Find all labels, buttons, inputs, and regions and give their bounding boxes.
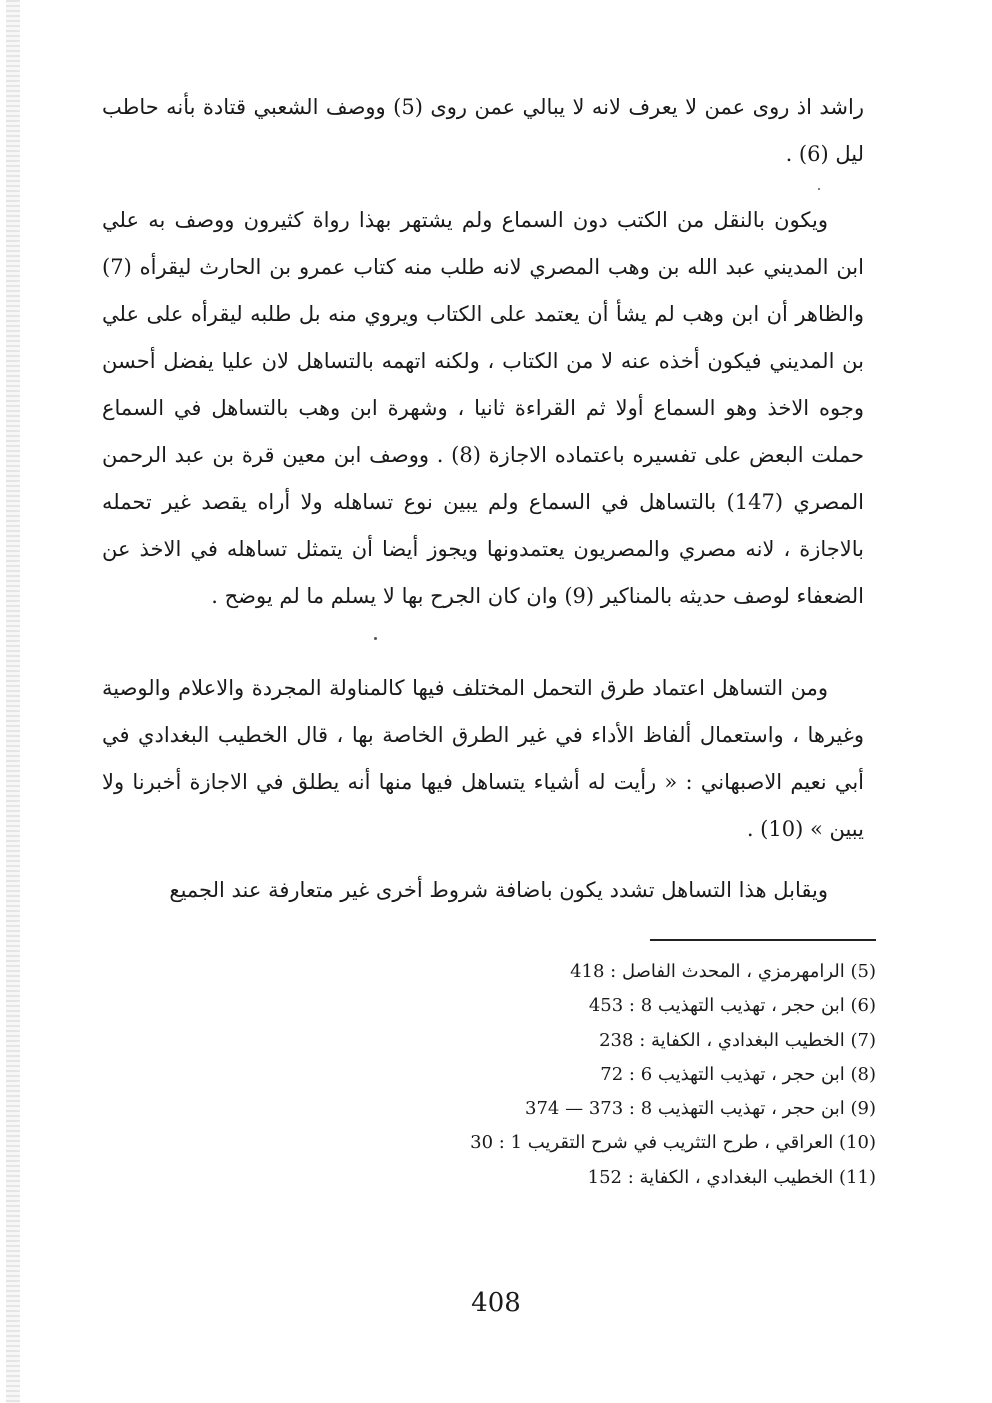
paragraph-text: ومن التساهل اعتماد طرق التحمل المختلف فيها كالمناولة المجردة والاعلام والوصية وغيرها ، واستعمال ألفاظ الأداء في غير الطرق الخاصة بها ، قال الخطيب البغدادي في أبي نعيم الاصبهاني : « رأيت له أشياء يتساهل فيها منها أنه يطلق في الاجازة أخبرنا ولا يبين » (10) .: [102, 676, 864, 841]
footnote-9: (9) ابن حجر ، تهذيب التهذيب 8 : 373 — 374: [525, 1098, 876, 1120]
body-paragraph-4: [102, 867, 864, 914]
footnote-7: (7) الخطيب البغدادي ، الكفاية : 238: [599, 1029, 876, 1051]
body-paragraph-1: [102, 84, 864, 178]
footnote-6: (6) ابن حجر ، تهذيب التهذيب 8 : 453: [588, 995, 876, 1017]
scan-speck: [374, 637, 377, 640]
paragraph-text: ويقابل هذا التساهل تشدد يكون باضافة شروط أخرى غير متعارفة عند الجميع: [169, 878, 828, 902]
footnote-10: (10) العراقي ، طرح التثريب في شرح التقريب 1 : 30: [470, 1132, 876, 1154]
scan-speck: [818, 188, 820, 190]
footnotes-list: [316, 955, 876, 1195]
body-paragraph-3: [102, 665, 864, 853]
page-number: 408: [471, 1288, 521, 1318]
body-paragraph-2: [102, 197, 864, 620]
footnote-11: (11) الخطيب البغدادي ، الكفاية : 152: [587, 1166, 876, 1188]
paragraph-text: ويكون بالنقل من الكتب دون السماع ولم يشتهر بهذا رواة كثيرون ووصف به علي ابن المديني عبد الله بن وهب المصري لانه طلب منه كتاب عمرو بن الحارث ليقرأه (7) والظاهر أن ابن وهب لم يشأ أن يعتمد على الكتاب ويروي منه بل طلبه ليقرأه على علي بن المديني فيكون أخذه عنه لا من الكتاب ، ولكنه اتهمه بالتساهل لان عليا يفضل أحسن وجوه الاخذ وهو السماع أولا ثم القراءة ثانيا ، وشهرة ابن وهب بالتساهل في السماع حملت البعض على تفسيره باعتماده الاجازة (8) . ووصف ابن معين قرة بن عبد الرحمن المصري (147) بالتساهل في السماع ولم يبين نوع تساهله ولا أراه يقصد غير تحمله بالاجازة ، لانه مصري والمصريون يعتمدونها ويجوز أيضا أن يتمثل تساهله في الاخذ عن الضعفاء لوصف حديثه بالمناكير (9) وان كان الجرح بها لا يسلم ما لم يوضح .: [102, 208, 864, 608]
scanned-page-edge: [6, 0, 20, 1403]
footnote-8: (8) ابن حجر ، تهذيب التهذيب 6 : 72: [600, 1063, 876, 1085]
footnote-divider: [650, 939, 876, 941]
paragraph-text: راشد اذ روى عمن لا يعرف لانه لا يبالي عمن روى (5) ووصف الشعبي قتادة بأنه حاطب ليل (6) .: [102, 95, 864, 166]
footnote-5: (5) الرامهرمزي ، المحدث الفاصل : 418: [570, 961, 876, 982]
